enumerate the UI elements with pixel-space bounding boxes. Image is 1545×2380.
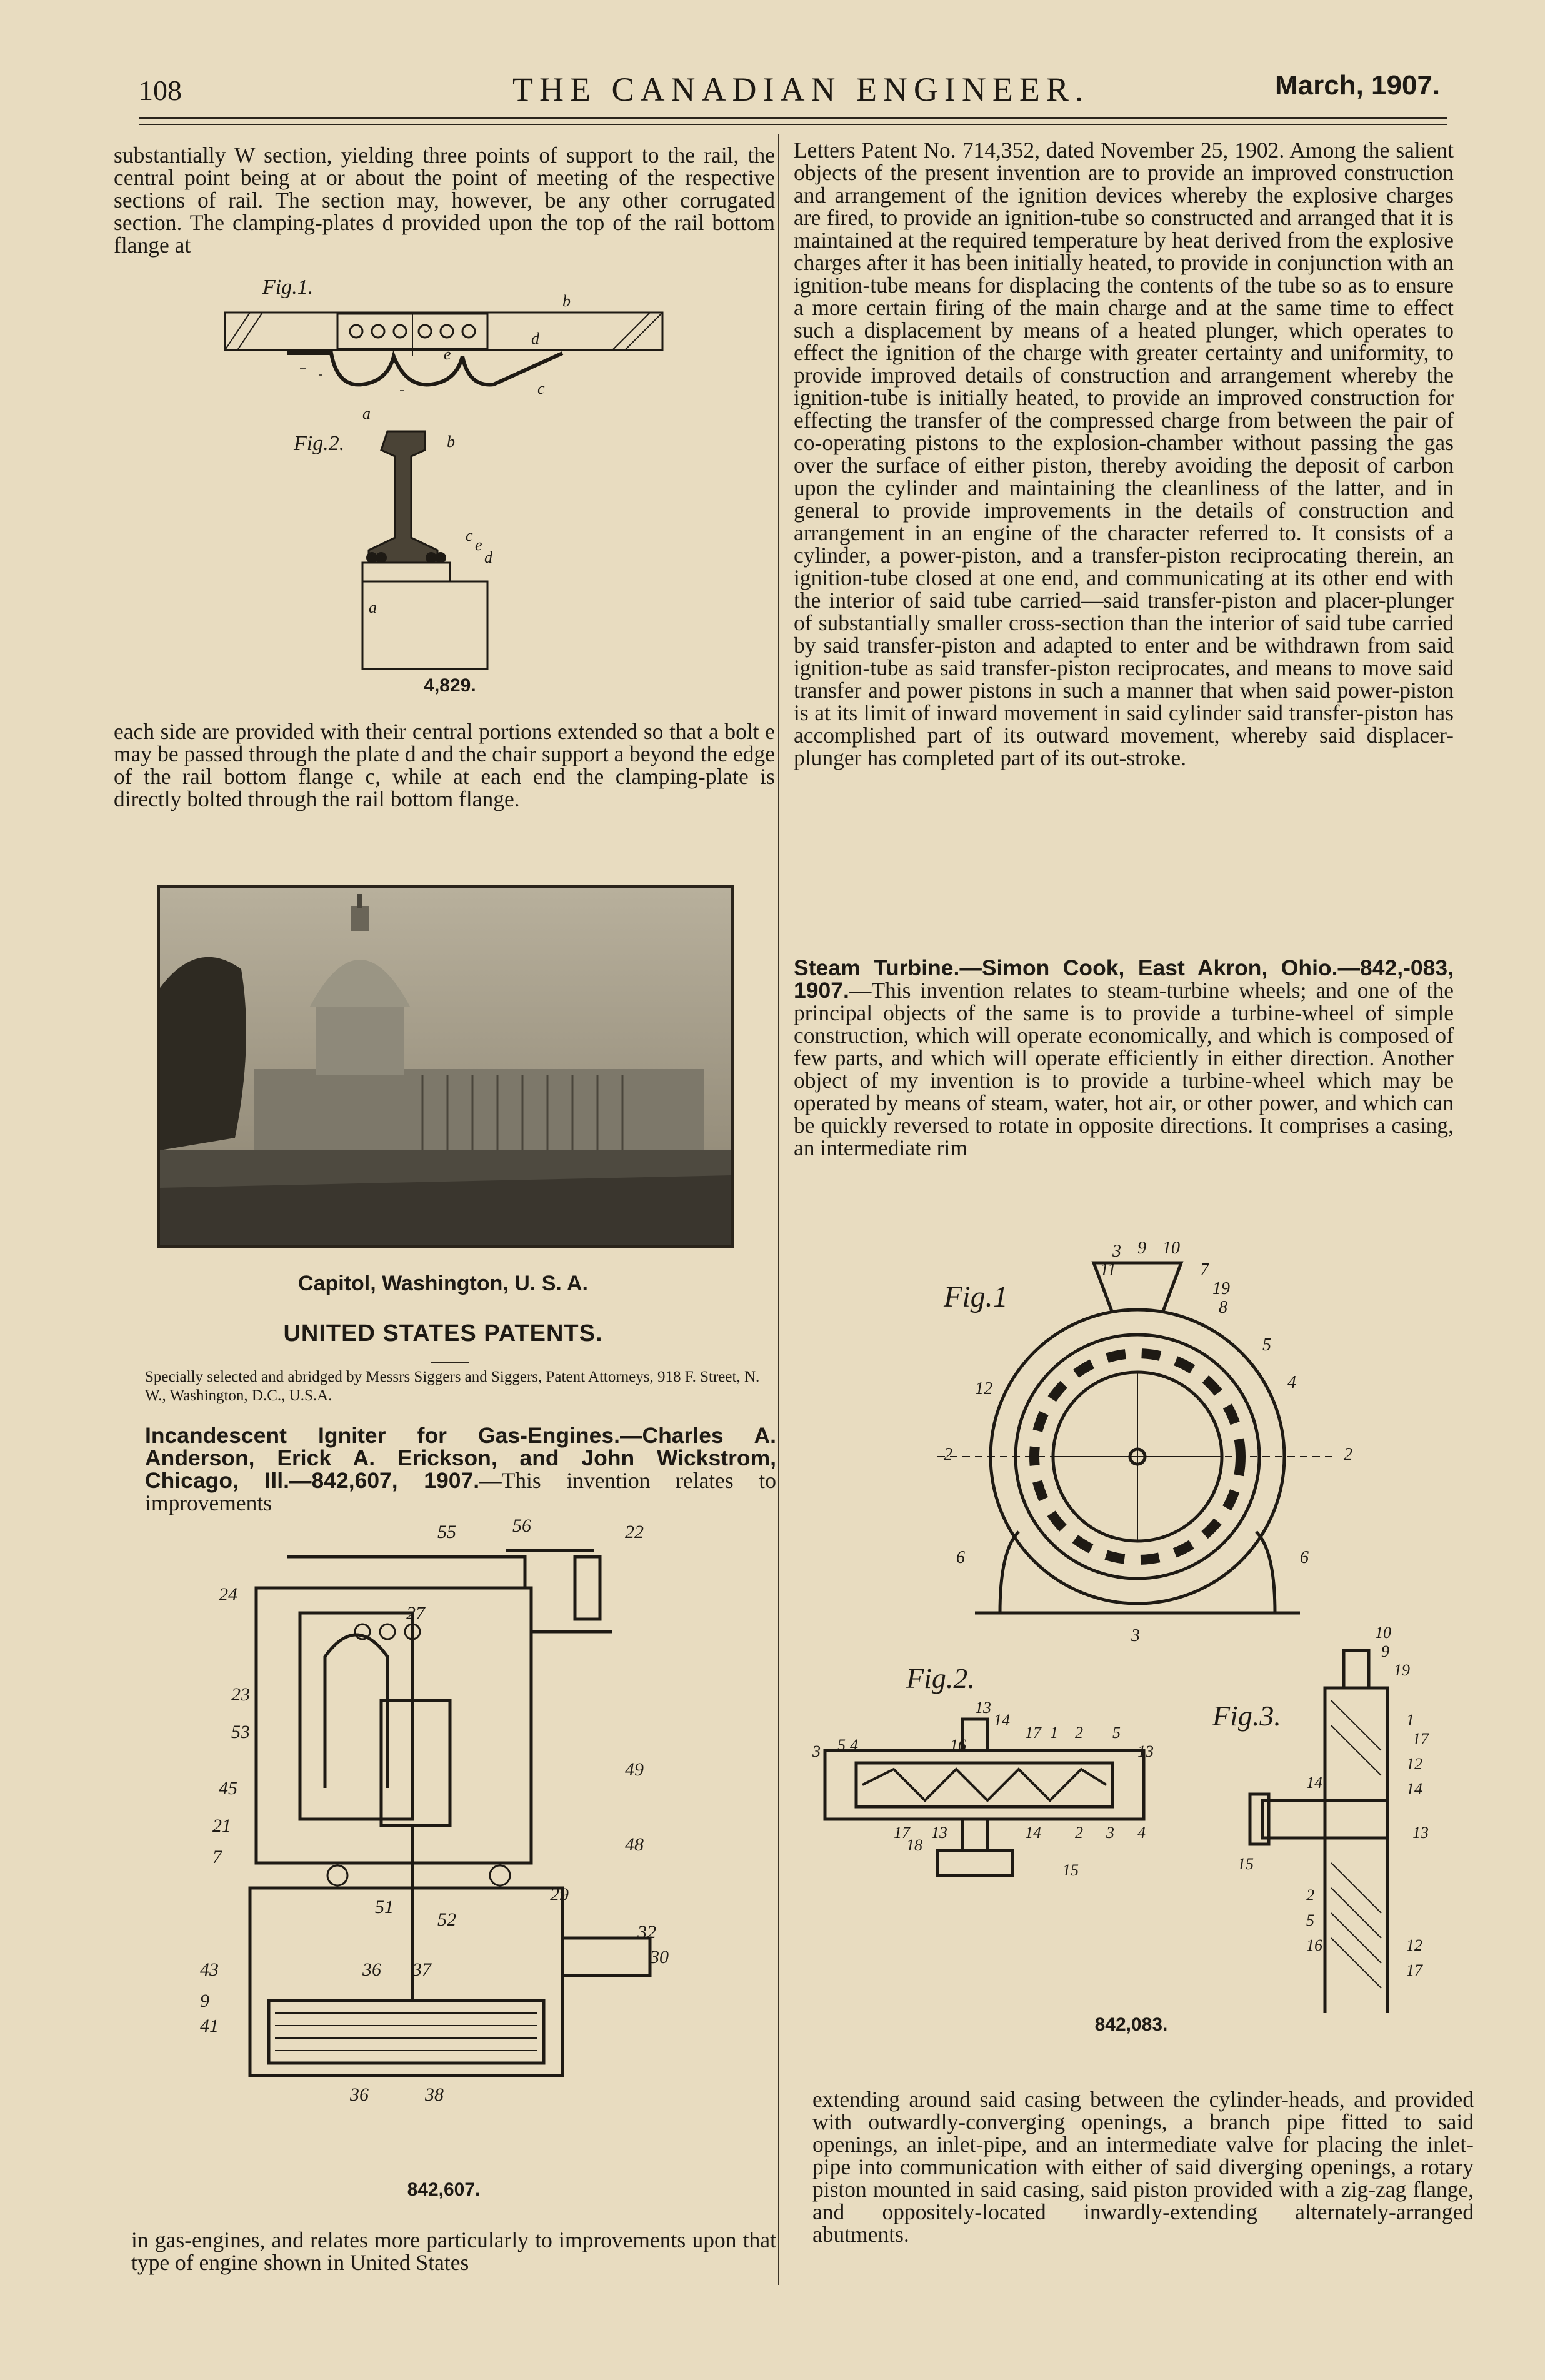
turbine-fig-number: 842,083. (1094, 2014, 1168, 2035)
rail-drawing (212, 275, 688, 675)
svg-text:19: 19 (1394, 1661, 1410, 1679)
svg-text:22: 22 (625, 1522, 644, 1542)
svg-text:38: 38 (425, 2084, 444, 2105)
svg-text:3: 3 (812, 1742, 821, 1760)
capitol-photo (158, 885, 734, 1248)
svg-text:c: c (466, 526, 473, 545)
svg-text:45: 45 (219, 1778, 238, 1799)
svg-text:4: 4 (1288, 1373, 1296, 1392)
svg-text:6: 6 (956, 1548, 965, 1567)
svg-text:5: 5 (838, 1736, 846, 1754)
svg-text:37: 37 (412, 1959, 431, 1980)
svg-text:9: 9 (1381, 1642, 1389, 1660)
running-title: THE CANADIAN ENGINEER. (512, 71, 1090, 108)
svg-text:13: 13 (931, 1824, 948, 1842)
svg-text:12: 12 (1406, 1755, 1422, 1773)
column-divider (778, 134, 779, 2285)
svg-text:3: 3 (1112, 1242, 1121, 1261)
svg-text:10: 10 (1162, 1238, 1180, 1258)
svg-text:30: 30 (650, 1947, 669, 1967)
igniter-fig-number: 842,607. (407, 2179, 481, 2200)
photo-caption: Capitol, Washington, U. S. A. (298, 1272, 588, 1295)
svg-text:c: c (538, 379, 545, 398)
svg-text:13: 13 (1138, 1742, 1154, 1760)
igniter-head: Incandescent Igniter for Gas-Engines.—Charles A. Anderson, Erick A. Erickson, and John Wickstrom, Chicago, Ill.—842,607, 1907. (145, 1423, 776, 1493)
svg-text:17: 17 (1412, 1730, 1429, 1748)
section-rule (431, 1362, 469, 1363)
svg-text:24: 24 (219, 1584, 238, 1605)
svg-text:23: 23 (231, 1684, 250, 1705)
svg-text:1: 1 (1050, 1724, 1058, 1742)
svg-text:14: 14 (1306, 1774, 1322, 1792)
page-number: 108 (139, 74, 182, 106)
turbine-drawing (812, 1238, 1438, 2013)
svg-text:3: 3 (1131, 1626, 1140, 1645)
svg-text:13: 13 (975, 1699, 991, 1717)
svg-text:2: 2 (1306, 1886, 1314, 1904)
page-header (0, 70, 1545, 124)
svg-text:2: 2 (944, 1445, 952, 1464)
svg-text:9: 9 (200, 1991, 209, 2011)
svg-text:3: 3 (1106, 1824, 1114, 1842)
svg-text:d: d (484, 548, 492, 566)
svg-text:2: 2 (1344, 1445, 1352, 1464)
svg-text:5: 5 (1112, 1724, 1121, 1742)
svg-text:21: 21 (212, 1815, 231, 1836)
fig2-label: Fig.2. (294, 432, 345, 455)
turbine-text: —This invention relates to steam-turbine wheels; and one of the principal objects of the same is to provide a turbine-wheel of simple construction, which will operate economically, and which is composed of few parts, and which will operate efficiently in either direction. Another object of my invention is to provide a turbine-wheel which may be operated by means of steam, water, hot air, or other power, and which can be quickly reversed to rotate in opposite directions. It comprises a casing, an intermediate rim (794, 978, 1454, 1160)
svg-text:29: 29 (550, 1884, 569, 1905)
svg-text:b: b (447, 433, 455, 451)
svg-text:43: 43 (200, 1959, 219, 1980)
fig1-label: Fig.1. (262, 276, 314, 299)
svg-text:52: 52 (438, 1909, 456, 1930)
svg-text:13: 13 (1412, 1824, 1429, 1842)
svg-text:12: 12 (975, 1379, 992, 1398)
svg-text:15: 15 (1062, 1861, 1079, 1879)
header-rule-thin (139, 124, 1448, 125)
svg-text:56: 56 (512, 1515, 531, 1536)
section-title: UNITED STATES PATENTS. (283, 1320, 603, 1347)
svg-text:6: 6 (1300, 1548, 1309, 1567)
svg-text:a: a (362, 404, 371, 423)
svg-text:5: 5 (1262, 1335, 1271, 1355)
svg-text:19: 19 (1212, 1279, 1230, 1298)
turbine-figure (812, 1238, 1438, 2013)
turbine-fig2-label: Fig.2. (906, 1662, 975, 1694)
rail-figure (212, 275, 688, 675)
svg-text:17: 17 (894, 1824, 910, 1842)
issue-date: March, 1907. (1275, 70, 1441, 101)
igniter-drawing (175, 1513, 738, 2188)
svg-text:36: 36 (350, 2084, 369, 2105)
igniter-abstract (145, 1424, 776, 1514)
svg-text:12: 12 (1406, 1936, 1422, 1954)
svg-text:16: 16 (1306, 1936, 1322, 1954)
svg-text:49: 49 (625, 1759, 644, 1780)
svg-text:7: 7 (212, 1847, 222, 1867)
svg-text:e: e (475, 536, 482, 554)
svg-text:5: 5 (1306, 1911, 1314, 1929)
svg-text:7: 7 (1200, 1260, 1209, 1280)
svg-text:11: 11 (1100, 1260, 1116, 1280)
left-para-top: substantially W section, yielding three points of support to the rail, the central point being at or about the point of meeting of the respective sections of rail. The section may, however, be any other corrugated section. The clamping-plates d provided upon the top of the rail bottom flange at (114, 143, 775, 258)
svg-text:36: 36 (362, 1959, 381, 1980)
svg-text:27: 27 (406, 1603, 425, 1624)
turbine-fig1-label: Fig.1 (944, 1280, 1008, 1313)
header-rule (139, 117, 1448, 119)
turbine-abstract (794, 957, 1454, 1159)
svg-text:a: a (369, 598, 377, 616)
igniter-figure (175, 1513, 738, 2188)
turbine-head: Steam Turbine.—Simon Cook, East Akron, Ohio.—842,-083, 1907. (794, 955, 1454, 1003)
turbine-fig3-label: Fig.3. (1212, 1700, 1281, 1732)
svg-text:2: 2 (1075, 1724, 1083, 1742)
svg-text:14: 14 (1025, 1824, 1041, 1842)
svg-text:2: 2 (1075, 1824, 1083, 1842)
svg-text:4: 4 (1138, 1824, 1146, 1842)
svg-text:53: 53 (231, 1722, 250, 1742)
svg-text:d: d (531, 329, 539, 348)
svg-text:16: 16 (950, 1736, 966, 1754)
svg-text:14: 14 (994, 1711, 1010, 1729)
right-para-top: Letters Patent No. 714,352, dated November 25, 1902. Among the salient objects of the present invention are to provide an improved construction and arrangement of the ignition devices whereby the explosive charges are fired, to provide an ignition-tube so constructed and arranged that it is maintained at the required temperature by heat derived from the explosive charges after it has been initially heated, to provide in conjunction with an ignition-tube means for displacing the contents of the tube so as to ensure a more certain firing of the main charge and at the same time to effect such a displacement by means of a heated plunger, which operates to effect the ignition of the charge with greater certainty and uniformity, to provide improved details of construction and arrangement whereby the ignition-tube is initially heated, to provide an improved construction for effecting the transfer of the compressed charge from between the pair of co-operating pistons to the explosion-chamber without passing the gas over the surface of either piston, thereby avoiding the deposit of carbon upon the cylinder and maintaining the cleanliness of the latter, and in general to provide improvements in the details of construction and arrangement in an engine of the character referred to. It consists of a cylinder, a power-piston, and a transfer-piston reciprocating therein, an ignition-tube closed at one end, and communicating at its other end with the interior of said tube carried—said transfer-piston and placer-plunger of substantially smaller cross-section than the interior of said tube carried by said transfer-piston and adapted to enter and be withdrawn from said ignition-tube as said transfer-piston reciprocates, and means to move said transfer and power pistons in such a manner that when said power-piston is at its limit of inward movement in said cylinder said transfer-piston has accomplished part of its outward movement, whereby said displacer-plunger has completed part of its out-stroke. (794, 138, 1454, 770)
svg-text:e: e (444, 345, 451, 363)
svg-text:48: 48 (625, 1834, 644, 1855)
svg-text:17: 17 (1406, 1961, 1422, 1979)
svg-text:b: b (562, 292, 571, 310)
capitol-photo-drawing (160, 888, 731, 1245)
svg-text:10: 10 (1375, 1624, 1391, 1642)
svg-text:15: 15 (1238, 1855, 1254, 1873)
svg-text:41: 41 (200, 2016, 219, 2036)
svg-text:18: 18 (906, 1836, 922, 1854)
igniter-text: —This invention relates to improvements (145, 1468, 776, 1515)
fig-4829-number: 4,829. (424, 675, 476, 696)
svg-text:8: 8 (1219, 1298, 1228, 1317)
left-para-after-fig: each side are provided with their central portions extended so that a bolt e may be passed through the plate d and the chair support a beyond the edge of the rail bottom flange c, while at each end the clamping-plate is directly bolted through the rail bottom flange. (114, 719, 775, 811)
svg-text:9: 9 (1138, 1238, 1146, 1258)
svg-text:14: 14 (1406, 1780, 1422, 1798)
left-para-bottom: in gas-engines, and relates more particularly to improvements upon that type of engine shown in United States (131, 2227, 776, 2275)
svg-text:1: 1 (1406, 1711, 1414, 1729)
section-credit: Specially selected and abridged by Messrs Siggers and Siggers, Patent Attorneys, 918 F. Street, N. W., Washington, D.C., U.S.A. (145, 1368, 760, 1404)
right-para-bottom: extending around said casing between the cylinder-heads, and provided with outwardly-converging openings, a branch pipe fitted to said openings, an inlet-pipe, and an intermediate valve for placing the inlet-pipe into communication with either of said diverging openings, a rotary piston mounted in said casing, said piston provided with a zig-zag flange, and oppositely-located inwardly-extending alternately-arranged abutments. (812, 2087, 1474, 2247)
svg-text:55: 55 (438, 1522, 456, 1542)
svg-text:32: 32 (638, 1922, 656, 1942)
svg-text:17: 17 (1025, 1724, 1041, 1742)
svg-text:4: 4 (850, 1736, 858, 1754)
svg-text:51: 51 (375, 1897, 394, 1917)
